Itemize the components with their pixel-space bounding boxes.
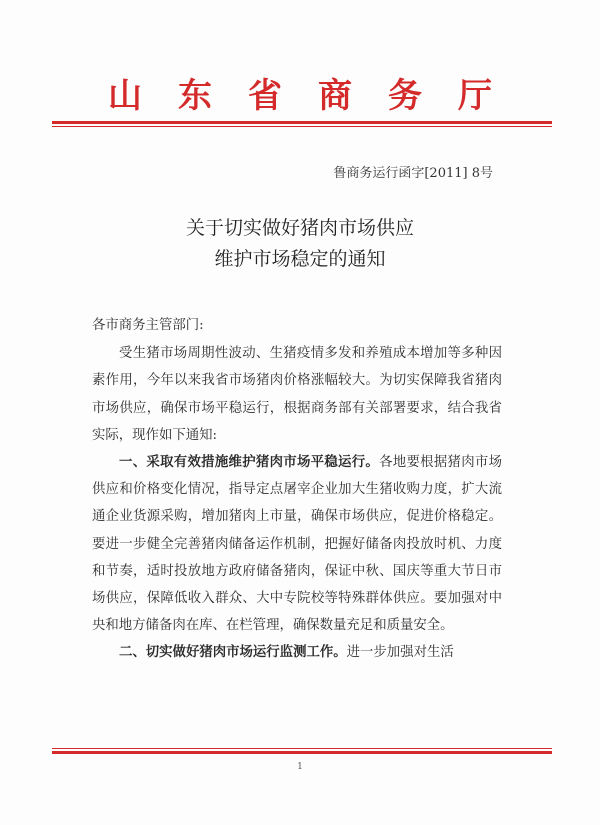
section-2-text: 进一步加强对生活 [346, 645, 454, 661]
paragraph-section-2 [92, 639, 502, 666]
document-title-line-1: 关于切实做好猪肉市场供应 [185, 217, 414, 239]
document-body [92, 312, 502, 667]
document-title-line-2: 维护市场稳定的通知 [214, 248, 386, 270]
section-1-heading: 一、采取有效措施维护猪肉市场平稳运行。 [119, 454, 380, 471]
paragraph-section-1 [92, 449, 502, 639]
section-1-text: 各地要根据猪肉市场供应和价格变化情况，指导定点屠宰企业加大生猪收购力度，扩大流通企业货源采购，增加猪肉上市量，确保市场供应，促进价格稳定。要进一步健全完善猪肉储备运作机制，把握好储备肉投放时机、力度和节奏，适时投放地方政府储备猪肉，保证中秋、国庆等重大节日市场供应，保障低收入群众、大中专院校等特殊群体供应。要加强对中央和地方储备肉在库、在栏管理，确保数量充足和质量安全。 [92, 455, 503, 634]
top-red-rule-thin [52, 126, 552, 127]
organization-header: 山东省商务厅 [108, 76, 528, 116]
salutation: 各市商务主管部门: [92, 318, 204, 333]
document-number: 鲁商务运行函字[2011] 8号 [333, 166, 493, 181]
paragraph-intro: 受生猪市场周期性波动、生猪疫情多发和养殖成本增加等多种因素作用，今年以来我省市场猪肉价格涨幅较大。为切实保障我省猪肉市场供应，确保市场平稳运行，根据商务部有关部署要求，结合我省实际，现作如下通知: [92, 346, 502, 443]
bottom-red-rule-thin [52, 748, 552, 749]
section-2-heading: 二、切实做好猪肉市场运行监测工作。 [119, 644, 347, 661]
page-number: 1 [297, 762, 303, 772]
top-red-rule-thick [52, 121, 552, 124]
bottom-red-rule-thick [52, 751, 552, 754]
